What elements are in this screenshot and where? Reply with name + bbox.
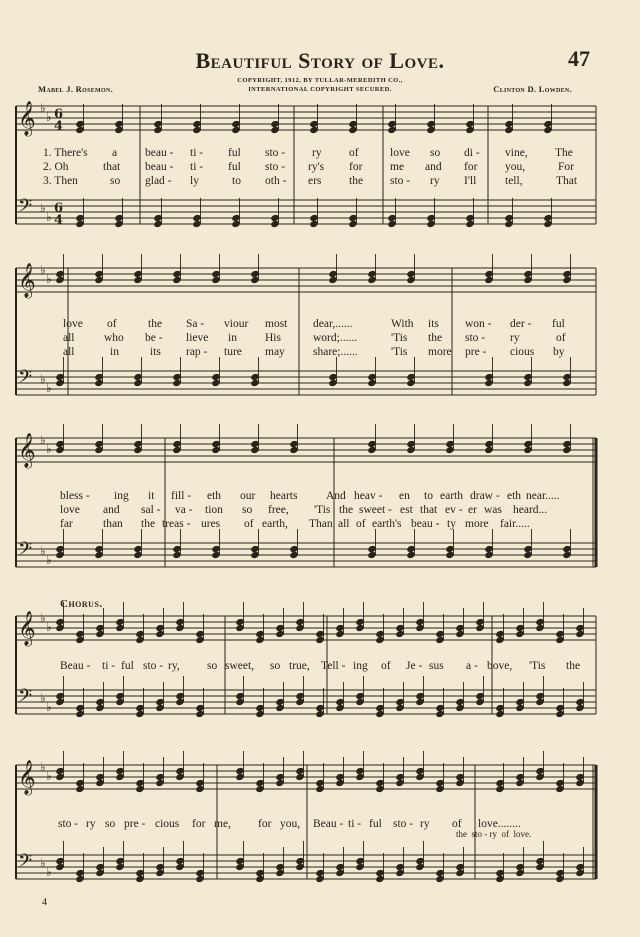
lyric: ty <box>447 518 456 530</box>
lyric: the <box>339 504 354 516</box>
lyric: you, <box>280 818 301 830</box>
hymn-title: Beautiful Story of Love. <box>195 48 445 73</box>
lyric: viour <box>224 318 249 330</box>
lyric: sto - <box>58 818 79 830</box>
lyric: ev - <box>445 504 463 516</box>
composer-credit: Clinton D. Lowden. <box>493 84 572 94</box>
lyric: the <box>148 318 163 330</box>
flat-sign: ♭ <box>40 372 46 386</box>
lyric: I'll <box>464 175 477 187</box>
lyric: than <box>103 518 123 530</box>
lyric: beau - <box>145 161 174 173</box>
treble-clef: 𝄞 <box>18 433 36 468</box>
lyric: sto - <box>143 660 164 672</box>
lyric: so <box>430 147 441 159</box>
lyric: love <box>63 318 83 330</box>
lyric: ti - <box>102 660 116 672</box>
lyric: the <box>428 332 443 344</box>
lyric: ti - <box>190 161 204 173</box>
lyric: er <box>468 504 477 516</box>
copyright-line-1: COPYRIGHT, 1912, BY TULLAR-MEREDITH CO., <box>237 77 403 84</box>
lyric: for <box>258 818 272 830</box>
lyric: beau - <box>145 147 174 159</box>
lyric: rap - <box>186 346 208 358</box>
flat-sign: ♭ <box>46 442 52 456</box>
lyric: of <box>452 818 462 830</box>
flat-sign: ♭ <box>46 110 52 124</box>
lyric: And <box>326 490 346 502</box>
lyric: sus <box>429 660 444 672</box>
copyright-line-2: INTERNATIONAL COPYRIGHT SECURED. <box>248 86 392 93</box>
lyric: ful <box>228 147 241 159</box>
lyric: For <box>558 161 574 173</box>
lyric: ture <box>224 346 242 358</box>
flat-sign: ♭ <box>40 101 46 115</box>
lyric: and <box>103 504 120 516</box>
flat-sign: ♭ <box>46 210 52 224</box>
lyric: sweet - <box>359 504 392 516</box>
lyric: that <box>103 161 121 173</box>
lyric: may <box>265 346 285 358</box>
flat-sign: ♭ <box>46 553 52 567</box>
lyric: hearts <box>270 490 298 502</box>
lyric: en <box>399 490 410 502</box>
lyric: of <box>381 660 391 672</box>
lyric: glad - <box>145 175 172 187</box>
lyric: est <box>400 504 413 516</box>
lyric: pre - <box>465 346 487 358</box>
lyric: heav - <box>354 490 383 502</box>
lyric: in <box>110 346 119 358</box>
lyric: ly <box>190 175 199 187</box>
lyric: 'Tis <box>391 346 408 358</box>
time-signature-top: 6 <box>54 201 64 216</box>
lyric: ing <box>114 490 129 502</box>
lyric: so <box>270 660 281 672</box>
lyric: va - <box>175 504 193 516</box>
flat-sign: ♭ <box>40 433 46 447</box>
flat-sign: ♭ <box>46 620 52 634</box>
lyric: of <box>556 332 566 344</box>
time-signature-bottom: 4 <box>54 213 64 228</box>
treble-clef: 𝄞 <box>18 611 36 646</box>
bass-clef: 𝄢 <box>18 367 33 392</box>
lyric: pre - <box>124 818 146 830</box>
lyric: draw - <box>470 490 500 502</box>
lyric: ful <box>228 161 241 173</box>
lyric: all <box>63 332 75 344</box>
flat-sign: ♭ <box>46 381 52 395</box>
lyric: it <box>148 490 155 502</box>
lyric: ry <box>430 175 440 187</box>
lyric: all <box>338 518 350 530</box>
lyric: most <box>265 318 288 330</box>
lyric: eth <box>507 490 522 502</box>
lyric: Beau - <box>313 818 344 830</box>
lyric: our <box>240 490 256 502</box>
lyric: ry <box>86 818 96 830</box>
lyric: sto - <box>393 818 414 830</box>
lyric: fill - <box>171 490 192 502</box>
lyric: oth - <box>265 175 287 187</box>
lyric: far <box>60 518 73 530</box>
lyric: 'Tis <box>529 660 546 672</box>
lyric: sal - <box>141 504 161 516</box>
lyric: eth <box>207 490 222 502</box>
flat-sign: ♭ <box>40 201 46 215</box>
lyric: Tell - <box>321 660 346 672</box>
lyric: for <box>349 161 363 173</box>
treble-clef: 𝄞 <box>18 760 36 795</box>
lyric: 'Tis <box>391 332 408 344</box>
flat-sign: ♭ <box>46 272 52 286</box>
lyric: earth, <box>262 518 288 530</box>
lyric: so <box>105 818 116 830</box>
lyric: Beau - <box>60 660 91 672</box>
lyric: ti - <box>348 818 362 830</box>
lyric: tion <box>205 504 223 516</box>
lyric: of <box>107 318 117 330</box>
lyric: Than <box>309 518 333 530</box>
lyric: The <box>555 147 573 159</box>
lyric: so <box>207 660 218 672</box>
lyric: sto - <box>465 332 486 344</box>
lyric: word;...... <box>313 332 358 344</box>
lyric: to <box>424 490 433 502</box>
lyric: so <box>110 175 121 187</box>
lyric: of <box>349 147 359 159</box>
lyric: ures <box>201 518 221 530</box>
lyric: 'Tis <box>314 504 331 516</box>
lyric: sweet, <box>225 660 255 672</box>
lyric: ry, <box>168 660 180 672</box>
lyric: ry <box>312 147 322 159</box>
lyric: more <box>428 346 452 358</box>
lyric: dear,...... <box>313 318 353 330</box>
lyric: sto - <box>265 161 286 173</box>
lyric: bove, <box>487 660 513 672</box>
page-number: 47 <box>568 46 590 71</box>
lyric: heard... <box>513 504 548 516</box>
lyric: you, <box>505 161 526 173</box>
lyric: sto - <box>390 175 411 187</box>
lyric: the <box>349 175 364 187</box>
lyric: me, <box>214 818 231 830</box>
lyric: the <box>141 518 156 530</box>
lyric: was <box>484 504 502 516</box>
lyric: love <box>60 504 80 516</box>
lyric: 3. Then <box>43 175 78 187</box>
time-signature-bottom: 4 <box>54 119 64 134</box>
lyric: ry <box>510 332 520 344</box>
lyric: all <box>63 346 75 358</box>
lyric: to <box>232 175 241 187</box>
lyric: ful <box>552 318 565 330</box>
lyric: me <box>390 161 405 173</box>
lyric: treas - <box>162 518 191 530</box>
flat-sign: ♭ <box>46 865 52 879</box>
lyric: won - <box>465 318 492 330</box>
lyric: His <box>265 332 281 344</box>
lyric: in <box>228 332 237 344</box>
lyric: Je - <box>406 660 423 672</box>
flat-sign: ♭ <box>40 760 46 774</box>
lyric: a - <box>466 660 478 672</box>
bass-clef: 𝄢 <box>18 196 33 221</box>
treble-clef: 𝄞 <box>18 263 36 298</box>
lyric: earth's <box>372 518 402 530</box>
time-signature-top: 6 <box>54 107 64 122</box>
lyric: ing <box>353 660 368 672</box>
bass-clef: 𝄢 <box>18 539 33 564</box>
bass-clef: 𝄢 <box>18 851 33 876</box>
bass-echo-lyrics: the sto - ry of love. <box>456 829 532 839</box>
lyric: ry <box>420 818 430 830</box>
signature-mark: 4 <box>42 897 47 908</box>
lyric: bless - <box>60 490 90 502</box>
lyric: free, <box>268 504 289 516</box>
flat-sign: ♭ <box>46 700 52 714</box>
lyric: ers <box>308 175 322 187</box>
lyric: its <box>428 318 439 330</box>
chorus-label: Chorus. <box>60 598 103 610</box>
lyric: for <box>192 818 206 830</box>
lyric: ful <box>369 818 382 830</box>
lyric: for <box>464 161 478 173</box>
lyric: beau - <box>411 518 440 530</box>
lyric: near..... <box>526 490 560 502</box>
lyric: be - <box>145 332 163 344</box>
lyric: and <box>425 161 442 173</box>
lyric: so <box>242 504 253 516</box>
lyric: by <box>553 346 565 358</box>
lyric: share;...... <box>313 346 358 358</box>
lyric: more <box>465 518 489 530</box>
lyric: ry's <box>308 161 325 173</box>
lyric: love <box>390 147 410 159</box>
lyric: That <box>556 175 578 187</box>
lyric: der - <box>510 318 532 330</box>
flat-sign: ♭ <box>40 263 46 277</box>
lyric: di - <box>464 147 480 159</box>
lyric: sto - <box>265 147 286 159</box>
flat-sign: ♭ <box>40 544 46 558</box>
flat-sign: ♭ <box>40 856 46 870</box>
lyric: With <box>391 318 414 330</box>
lyric: of <box>356 518 366 530</box>
lyric: that <box>420 504 438 516</box>
lyric: 1. There's <box>43 147 88 159</box>
lyric: ful <box>121 660 134 672</box>
lyric: vine, <box>505 147 528 159</box>
lyric: cious <box>155 818 180 830</box>
lyric: who <box>104 332 124 344</box>
flat-sign: ♭ <box>46 769 52 783</box>
lyric: cious <box>510 346 535 358</box>
lyric: ti - <box>190 147 204 159</box>
lyric: earth <box>440 490 463 502</box>
lyric: the <box>566 660 581 672</box>
lyric: lieve <box>186 332 209 344</box>
lyric: true, <box>289 660 310 672</box>
author-credit: Mabel J. Rosemon. <box>38 84 114 94</box>
lyric: love........ <box>478 818 521 830</box>
lyric: a <box>112 147 118 159</box>
lyric: of <box>244 518 254 530</box>
bass-clef: 𝄢 <box>18 686 33 711</box>
lyric: 2. Oh <box>43 161 69 173</box>
lyric: its <box>150 346 161 358</box>
lyric: tell, <box>505 175 523 187</box>
lyric: Sa - <box>186 318 205 330</box>
flat-sign: ♭ <box>40 691 46 705</box>
treble-clef: 𝄞 <box>18 101 36 136</box>
flat-sign: ♭ <box>40 611 46 625</box>
lyric: fair..... <box>500 518 530 530</box>
